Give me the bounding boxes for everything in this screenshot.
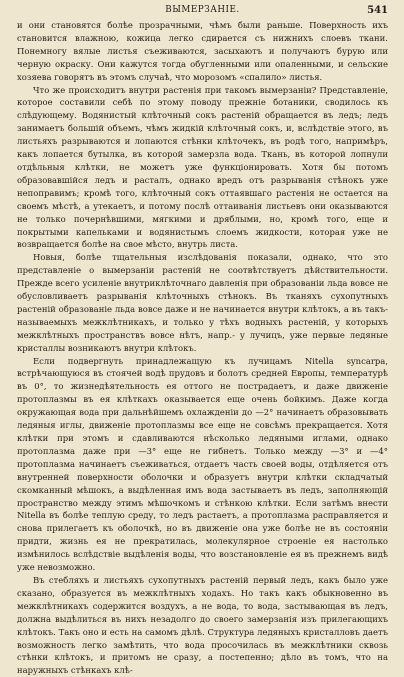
paragraph-nitella-experiment: Если подвергнуть принадлежащую къ лучицамъ Nitella syncarpa, встрѣчающуюся въ стоячей водѣ прудовъ и болотъ средней Европы, температурѣ въ 0°, то жизнедѣятельность ея оттого не пострадаетъ, и даже движеніе протоплазмы въ ея клѣткахъ оказывается еще очень бойкимъ. Даже когда окружающая вода при дальнѣйшемъ охлажденіи до —2° начинаетъ образовывать ледяныя иглы, движеніе протоплазмы все еще не совсѣмъ прекращается. Хотя клѣтки при этомъ и сдавливаются нѣсколько ледяными иглами, однако протоплазма даже при —3° еще не гибнетъ. Только между —3° и —4° протоплазма начинаетъ съеживаться, отдаетъ часть своей воды, отдѣляется отъ внутренней поверхности оболочки и образуетъ внутри клѣтки складчатый скомканный мѣшокъ, а выдѣленная имъ вода застываетъ въ ледъ, заполняющій пространство между этимъ мѣшочкомъ и стѣнкою клѣтки. Если затѣмъ внести Nitella въ болѣе теплую среду, то ледъ растаетъ, а протоплазма расправляется и снова прилегаетъ къ оболочкѣ, но въ движеніе она уже болѣе не въ состояніи придти, жизнь ея не прекратилась, молекулярное строеніе ея настолько измѣнилось вслѣдствіе выдѣленія воды, что возстановленіе ея въ прежнемъ видѣ уже невозможно. — [17, 355, 388, 573]
paragraph-old-theory: Что же происходитъ внутри растенія при такомъ вымерзаніи? Представленіе, которое составили себѣ по этому поводу прежніе ботаники, сводилось къ слѣдующему. Водянистый клѣточный сокъ растеній обращается въ ледъ; ледъ занимаетъ большій объемъ, чѣмъ жидкій клѣточный сокъ, и, вслѣдствіе этого, въ листьяхъ разрываются и лопаются стѣнки клѣточекъ, въ родѣ того, напримѣръ, какъ лопается бутылка, въ которой замерзла вода. Ткань, въ которой лопнули отдѣльныя клѣтки, не можетъ уже функціонировать. Хотя бы потомъ образовавшійся ледъ и расталъ, однако вредъ отъ разрыванія стѣнокъ уже непоправимъ; кромѣ того, клѣточный сокъ оттаявшаго растенія не остается на своемъ мѣстѣ, а утекаетъ, и потому послѣ оттаиванія листьевъ они оказываются не только почернѣвшими, мягкими и дряблыми, но, кромѣ того, еще и покрытыми капельками и водянистымъ слоемъ жидкости, которая уже не возвращается болѣе на свое мѣсто, внутрь листа. — [17, 84, 388, 250]
running-head — [17, 5, 388, 18]
paragraph-continuation: и они становятся болѣе прозрачными, чѣмъ были раньше. Поверхность ихъ становится влажною, кожица легко сдирается съ нижнихъ слоевъ ткани. Понемногу вялые листья съеживаются, засыхаютъ и получаютъ бурую или черную окраску. Они кажутся тогда обугленными или опаленными, и сельские хозяева говорятъ въ этомъ случаѣ, что морозомъ «спалило» листья. — [17, 20, 388, 82]
paragraph-new-research: Новыя, болѣе тщательныя изслѣдованія показали, однако, что это представленіе о вымерзаніи растеній не соотвѣтствуетъ дѣйствительности. Прежде всего усиленіе внутриклѣточнаго давленія при образованіи льда вовсе не обусловливаетъ разрыванія клѣточныхъ стѣнокъ. Въ тканяхъ сухопутныхъ растеній образованіе льда вовсе даже и не начинается внутри клѣтокъ, а въ такъ-называемыхъ межклѣтникахъ, и только у тѣхъ водныхъ растеній, у которыхъ межклѣтныхъ пространствъ вовсе нѣтъ, напр.- у лучицъ, уже первые ледяные кристаллы возникаютъ внутри клѣтокъ. — [17, 252, 388, 353]
body-text — [17, 19, 388, 677]
paragraph-land-plants: Въ стебляхъ и листьяхъ сухопутныхъ растеній первый ледъ, какъ было уже сказано, образуется въ межклѣтныхъ ходахъ. Но такъ какъ обыкновенно въ межклѣтникахъ содержится воздухъ, а не вода, то вода, застывающая въ ледъ, должна выдѣлиться въ нихъ незадолго до своего замерзанія изъ прилегающихъ клѣтокъ. Такъ оно и есть на самомъ дѣлѣ. Структура ледяныхъ кристалловъ даетъ возможность легко замѣтить, что вода просочилась въ межклѣтники сквозь стѣнки клѣтокъ, и притомъ не сразу, а постепенно; дѣло въ томъ, что на наружныхъ стѣнкахъ клѣ- — [17, 574, 388, 676]
running-title: ВЫМЕРЗАНІЕ. — [165, 5, 240, 15]
page-number: 541 — [367, 5, 388, 16]
